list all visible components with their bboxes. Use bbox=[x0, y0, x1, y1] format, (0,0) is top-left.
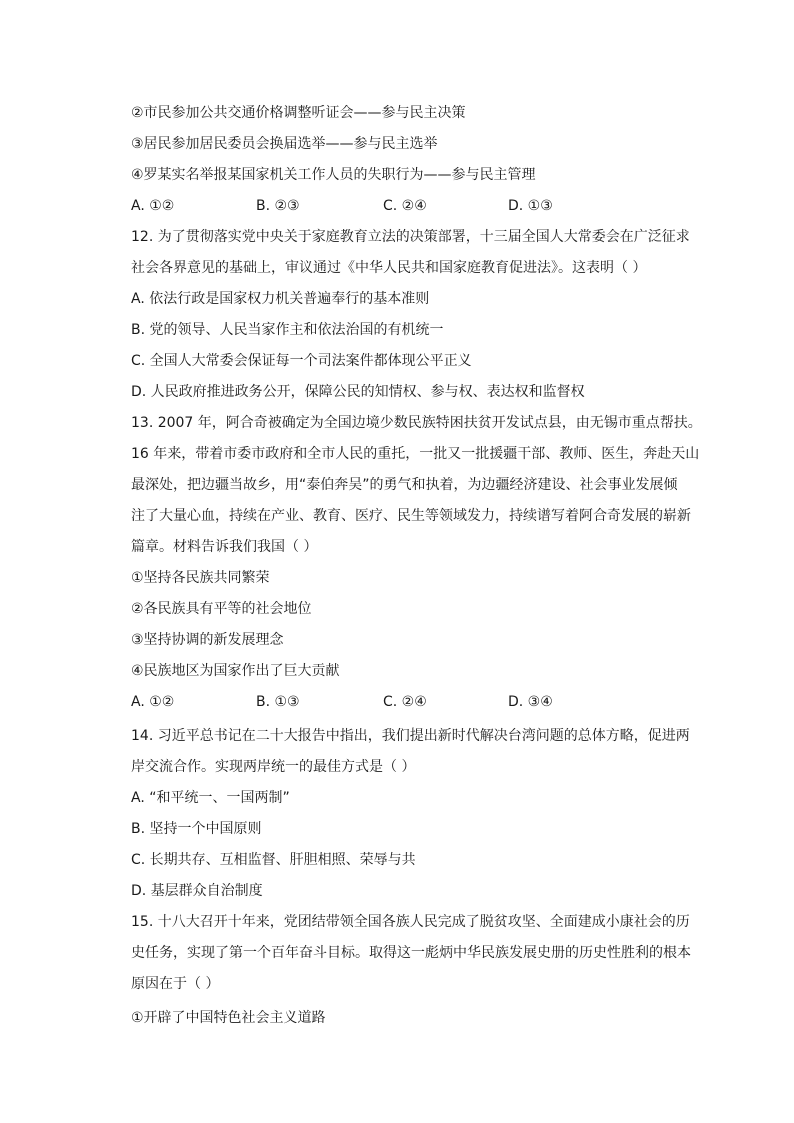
q14-stem-line: 岸交流合作。实现两岸统一的最佳方式是（ ） bbox=[131, 759, 416, 775]
q13-item-2: ②各民族具有平等的社会地位 bbox=[131, 601, 312, 617]
q12-stem-line: 12. 为了贯彻落实党中央关于家庭教育立法的决策部署，十三届全国人大常委会在广泛征求 bbox=[131, 229, 690, 245]
q11-option-b: B. ②③ bbox=[256, 198, 300, 214]
q15-stem-line: 史任务，实现了第一个百年奋斗目标。取得这一彪炳中华民族发展史册的历史性胜利的根本 bbox=[131, 945, 691, 961]
q12-option-d: D. 人民政府推进政务公开，保障公民的知情权、参与权、表达权和监督权 bbox=[131, 384, 585, 400]
q13-stem-line: 最深处，把边疆当故乡，用“泰伯奔吴”的勇气和执着，为边疆经济建设、社会事业发展倾 bbox=[131, 477, 678, 493]
q13-option-b: B. ①③ bbox=[256, 694, 300, 710]
q15-item-1: ①开辟了中国特色社会主义道路 bbox=[131, 1010, 326, 1026]
q14-option-c: C. 长期共存、互相监督、肝胆相照、荣辱与共 bbox=[131, 852, 416, 868]
q13-item-4: ④民族地区为国家作出了巨大贡献 bbox=[131, 663, 340, 679]
q15-stem-line: 15. 十八大召开十年来，党团结带领全国各族人民完成了脱贫攻坚、全面建成小康社会的历 bbox=[131, 914, 690, 930]
q13-option-c: C. ②④ bbox=[383, 694, 427, 710]
q13-item-1: ①坚持各民族共同繁荣 bbox=[131, 570, 270, 586]
q14-option-a: A. “和平统一、一国两制” bbox=[131, 790, 290, 806]
q12-option-b: B. 党的领导、人民当家作主和依法治国的有机统一 bbox=[131, 322, 444, 338]
q12-option-c: C. 全国人大常委会保证每一个司法案件都体现公平正义 bbox=[131, 353, 472, 369]
q15-stem-line: 原因在于（ ） bbox=[131, 976, 220, 992]
q13-option-d: D. ③④ bbox=[508, 694, 553, 710]
q13-item-3: ③坚持协调的新发展理念 bbox=[131, 632, 284, 648]
q11-option-c: C. ②④ bbox=[383, 198, 427, 214]
q11-item-3: ③居民参加居民委员会换届选举——参与民主选举 bbox=[131, 136, 438, 152]
q12-option-a: A. 依法行政是国家权力机关普遍奉行的基本准则 bbox=[131, 291, 430, 307]
q14-option-d: D. 基层群众自治制度 bbox=[131, 883, 263, 899]
q11-option-a: A. ①② bbox=[131, 198, 175, 214]
q11-option-d: D. ①③ bbox=[508, 198, 553, 214]
q11-item-2: ②市民参加公共交通价格调整听证会——参与民主决策 bbox=[131, 105, 466, 121]
q14-stem-line: 14. 习近平总书记在二十大报告中指出，我们提出新时代解决台湾问题的总体方略，促进两 bbox=[131, 728, 690, 744]
q11-options bbox=[131, 196, 651, 216]
q13-stem-line: 13. 2007 年，阿合奇被确定为全国边境少数民族特困扶贫开发试点县，由无锡市重点帮扶。 bbox=[131, 415, 702, 431]
q13-stem-line: 篇章。材料告诉我们我国（ ） bbox=[131, 539, 318, 555]
q13-stem-line: 16 年来，带着市委市政府和全市人民的重托，一批又一批援疆干部、教师、医生，奔赴天山 bbox=[131, 446, 700, 462]
q11-item-4: ④罗某实名举报某国家机关工作人员的失职行为——参与民主管理 bbox=[131, 167, 536, 183]
q12-stem-line: 社会各界意见的基础上，审议通过《中华人民共和国家庭教育促进法》。这表明（ ） bbox=[131, 260, 647, 276]
q13-options bbox=[131, 692, 651, 712]
q13-stem-line: 注了大量心血，持续在产业、教育、医疗、民生等领域发力，持续谱写着阿合奇发展的崭新 bbox=[131, 508, 691, 524]
q13-option-a: A. ①② bbox=[131, 694, 175, 710]
q14-option-b: B. 坚持一个中国原则 bbox=[131, 821, 262, 837]
